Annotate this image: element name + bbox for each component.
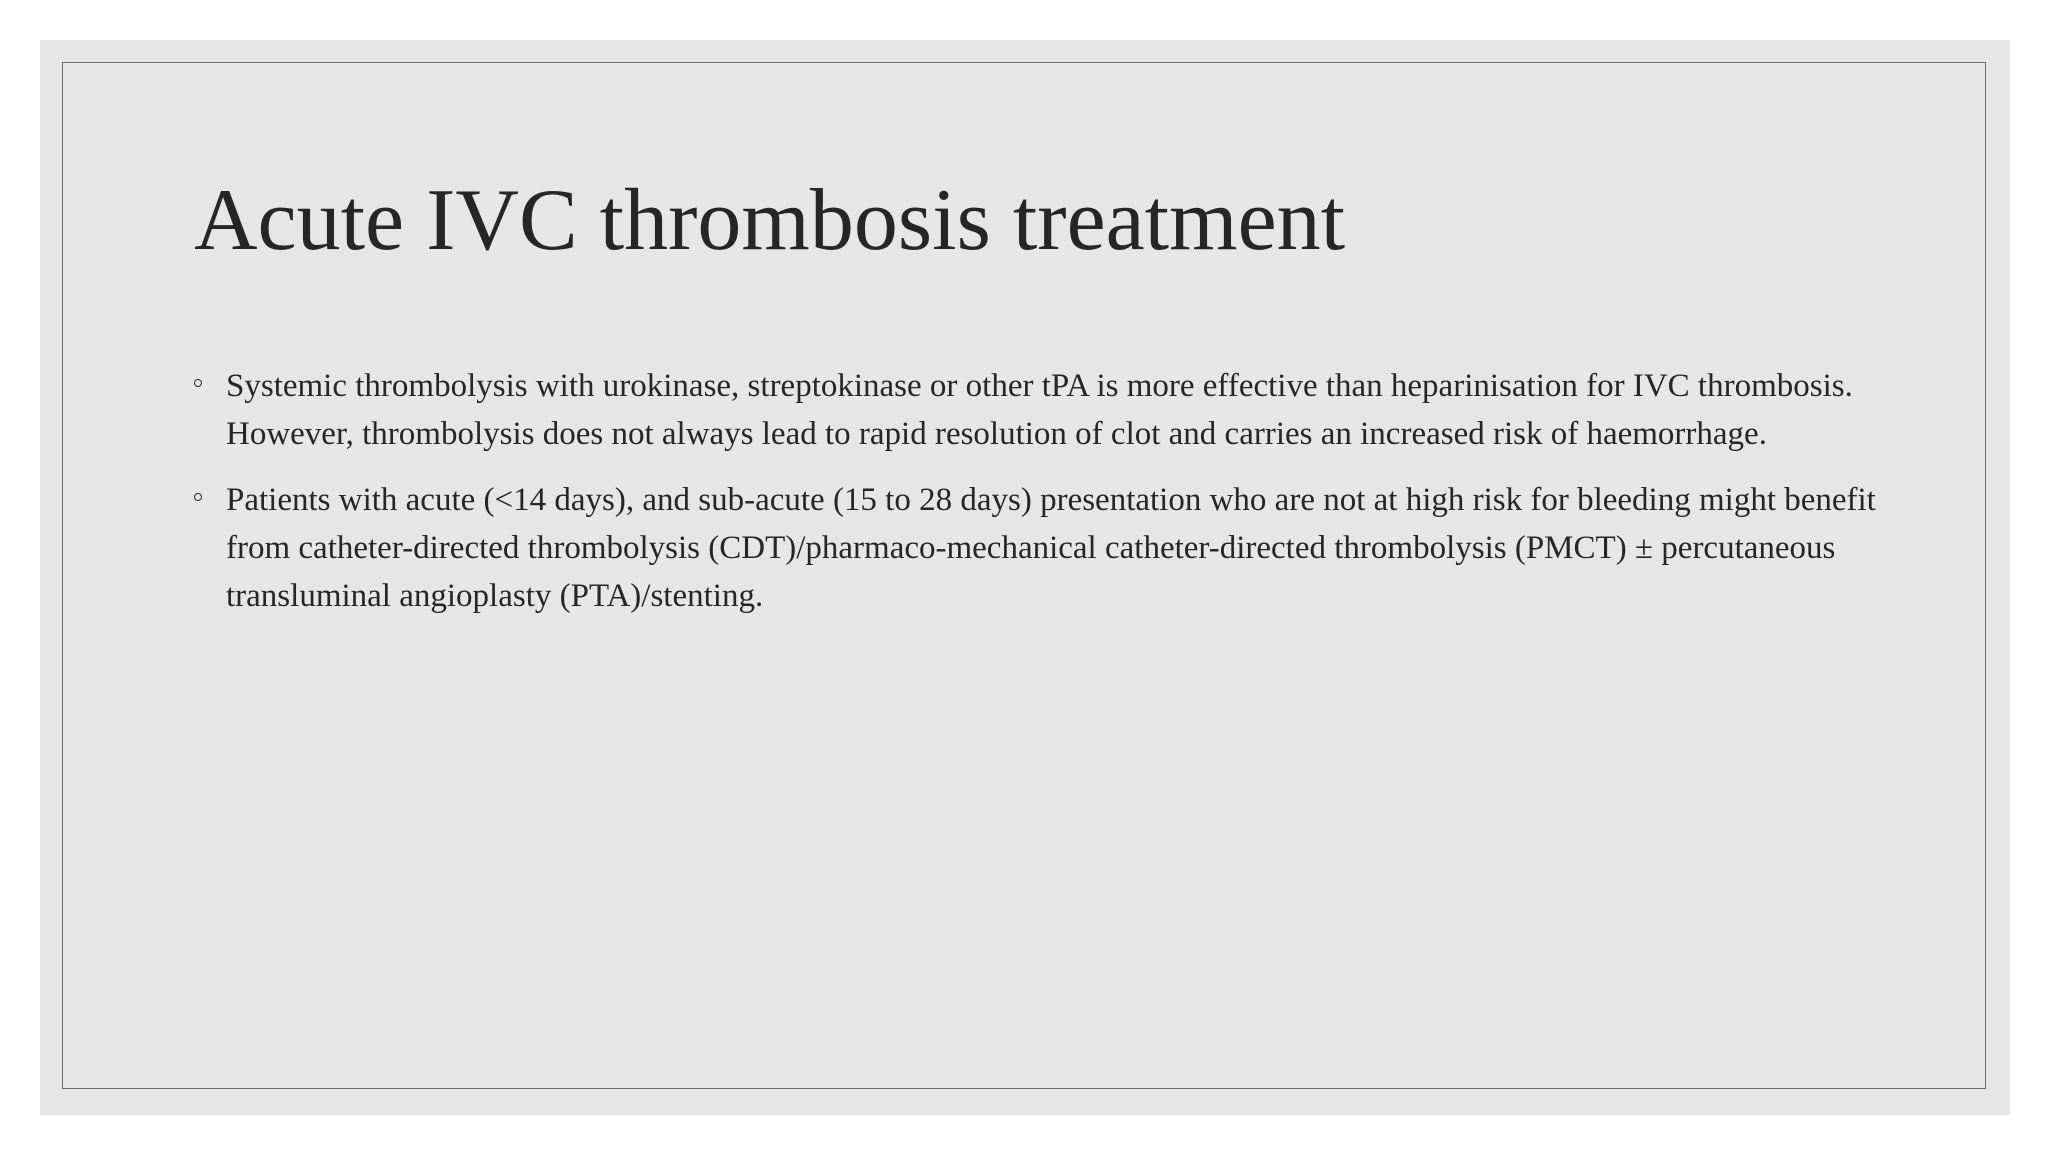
bullet-item: [194, 362, 1894, 458]
slide: [40, 40, 2010, 1115]
bullet-item: [194, 476, 1894, 620]
bullet-list: [194, 362, 1894, 638]
slide-title: Acute IVC thrombosis treatment: [194, 172, 1346, 269]
circle-bullet-icon: [194, 379, 202, 387]
bullet-text: Systemic thrombolysis with urokinase, streptokinase or other tPA is more effective than heparinisation for IVC thrombosis. However, thrombolysis does not always lead to rapid resolution of clot and carries an increased risk of haemorrhage.: [226, 368, 1853, 452]
circle-bullet-icon: [194, 493, 202, 501]
bullet-text: Patients with acute (<14 days), and sub-acute (15 to 28 days) presentation who are not at high risk for bleeding might benefit from catheter-directed thrombolysis (CDT)/pharmaco-mechanical catheter-directed thrombolysis (PMCT) ± percutaneous transluminal angioplasty (PTA)/stenting.: [226, 482, 1876, 614]
